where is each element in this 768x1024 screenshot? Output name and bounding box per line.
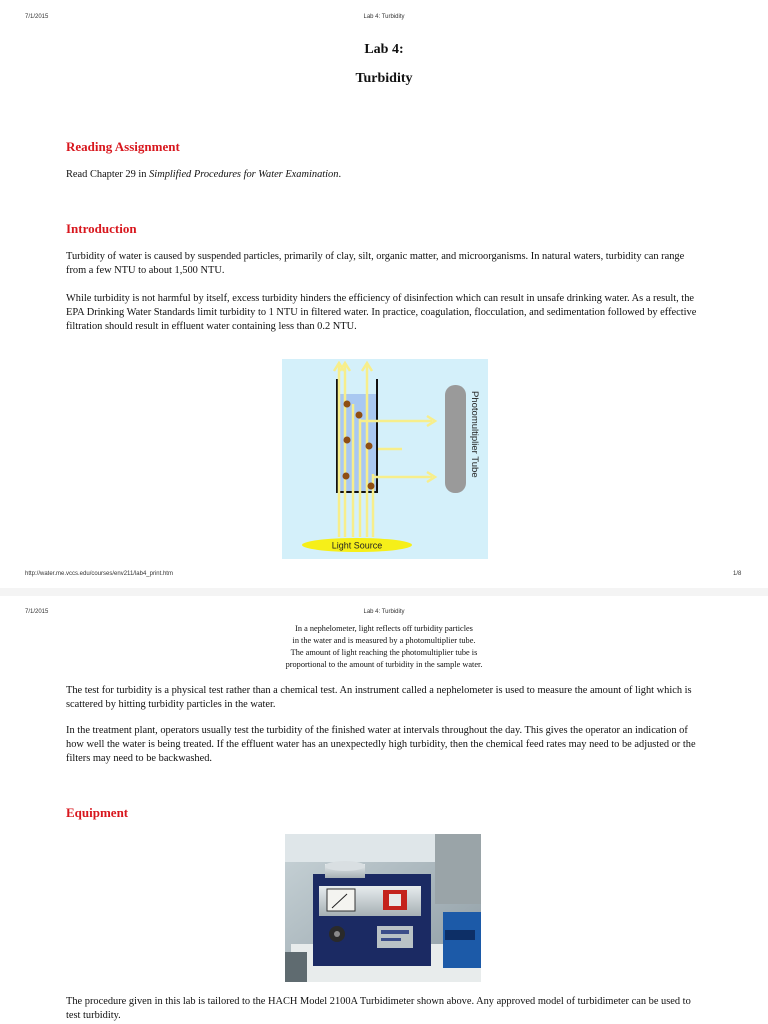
nephelometer-paragraph: The test for turbidity is a physical test rather than a chemical test. An instrument called a nephelometer is used to measure the amount of light which is scattered by hitting turbidity particles in the water.	[66, 685, 692, 710]
equipment-heading: Equipment	[66, 805, 129, 820]
equipment-paragraph: The procedure given in this lab is tailored to the HACH Model 2100A Turbidimeter shown above. Any approved model of turbidimeter can be used to test turbidity.	[66, 996, 691, 1021]
reading-text-suffix: .	[338, 169, 342, 180]
page-subtitle: Turbidity	[355, 71, 413, 86]
print-header-title: Lab 4: Turbidity	[363, 14, 405, 20]
photomultiplier-tube	[445, 385, 466, 493]
intro-paragraph-1: Turbidity of water is caused by suspended particles, primarily of clay, silt, organic matter, and microorganisms. In natural waters, turbidity can range from a few NTU to about 1,500 NTU.	[66, 251, 685, 276]
print-url: http://water.me.vccs.edu/courses/env211/lab4_print.htm	[25, 571, 173, 577]
intro-paragraph-2: While turbidity is not harmful by itself, excess turbidity hinders the efficiency of disinfection which can result in unsafe drinking water. As a result, the EPA Drinking Water Standards limit turbidity to 1 NTU in filtered water. In practice, coagulation, flocculation, and sedimentation followed by effective filtration should result in effluent water containing less than 0.2 NTU.	[66, 293, 697, 332]
introduction-heading: Introduction	[66, 221, 137, 236]
reading-text-prefix: Read Chapter 29 in	[66, 169, 150, 180]
diagram-caption-line-3: The amount of light reaching the photomultiplier tube is	[290, 648, 478, 657]
diagram-caption-line-4: proportional to the amount of turbidity in the sample water.	[285, 660, 483, 669]
diagram-caption-line-1: In a nephelometer, light reflects off turbidity particles	[295, 624, 473, 633]
print-date: 7/1/2015	[25, 14, 49, 20]
page-title: Lab 4:	[364, 42, 404, 57]
page-break	[0, 588, 768, 596]
diagram-caption-line-2: in the water and is measured by a photomultiplier tube.	[292, 636, 476, 645]
tube-label: Photomultiplier Tube	[469, 391, 480, 478]
page-number: 1/8	[733, 571, 742, 577]
reading-text	[66, 168, 706, 182]
turbidimeter-photo	[285, 834, 481, 982]
reading-heading: Reading Assignment	[66, 139, 180, 154]
nephelometer-diagram	[282, 359, 488, 559]
book-title: Simplified Procedures for Water Examination	[149, 169, 339, 180]
print-date-2: 7/1/2015	[25, 609, 49, 615]
print-header-title-2: Lab 4: Turbidity	[363, 609, 405, 615]
treatment-paragraph: In the treatment plant, operators usually test the turbidity of the finished water at intervals throughout the day. This gives the operator an indication of how well the water is being treated. If the effluent water has an unexpectedly high turbidity, then the chemical feed rates may need to be adjusted or the filters may need to be backwashed.	[66, 725, 696, 764]
source-label: Light Source	[331, 540, 383, 551]
